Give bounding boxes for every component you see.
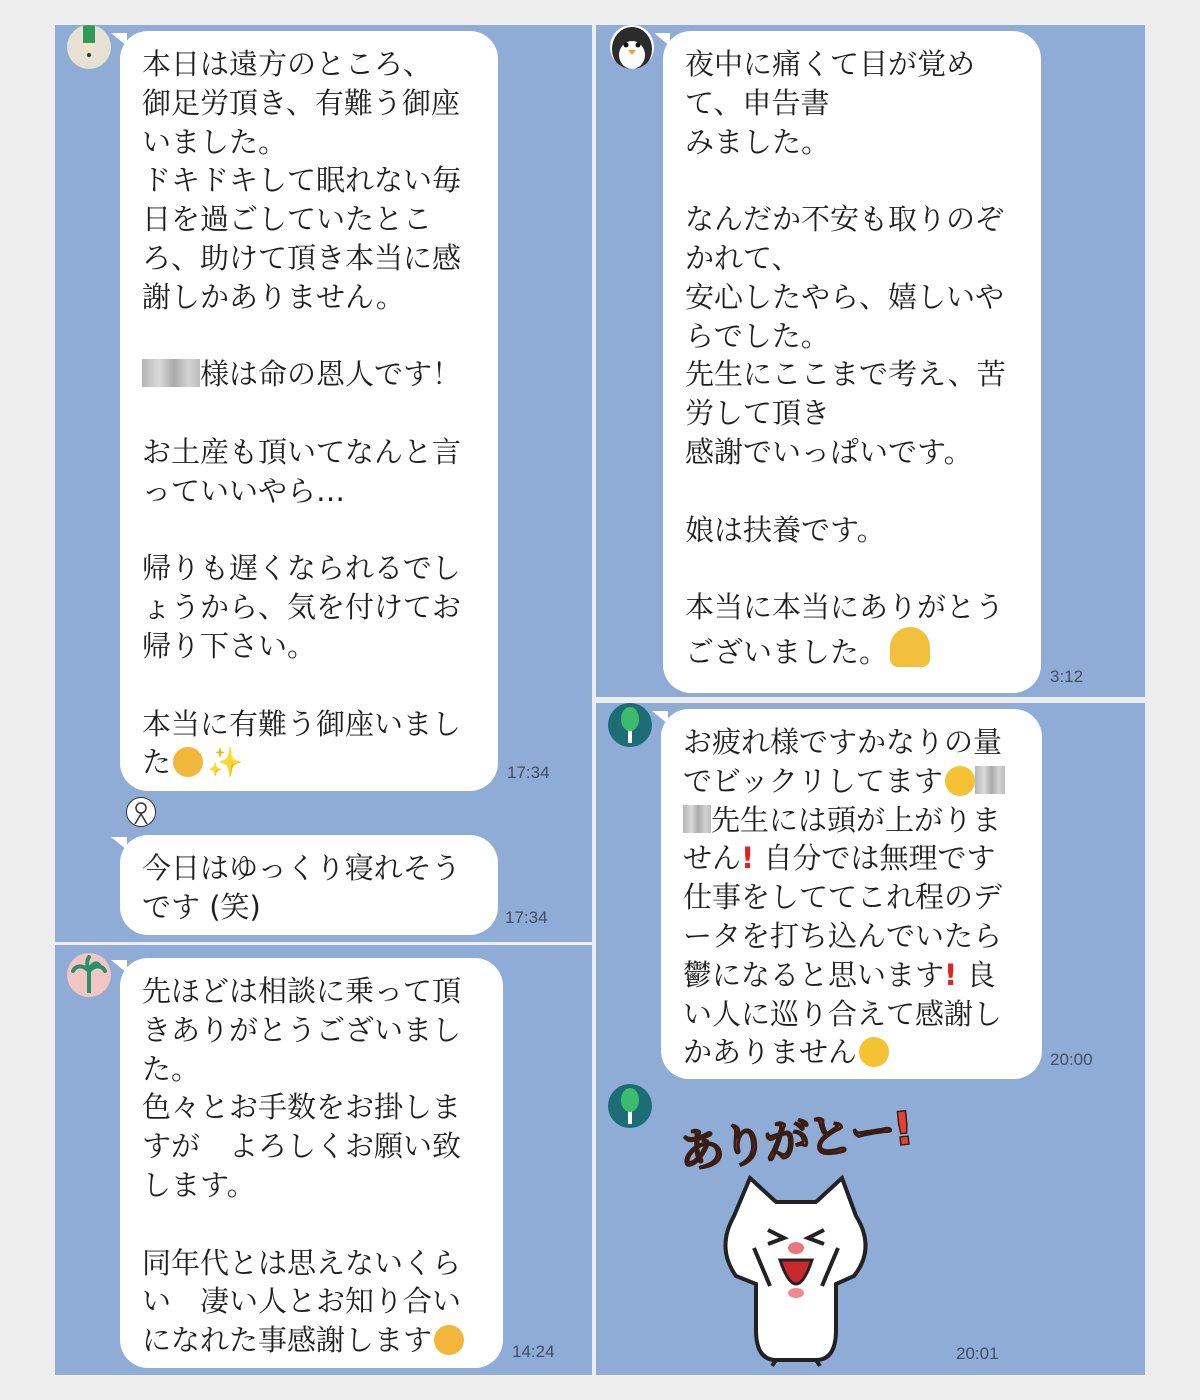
redacted-name	[142, 359, 200, 387]
message-text: 先生には頭が上がりま せん	[683, 802, 1002, 876]
message-bubble	[120, 835, 498, 935]
message-text: 良 い人に巡り合えて感謝し かありません	[683, 957, 1003, 1070]
chat-panel-2	[55, 945, 592, 1375]
bow-emoji-icon	[434, 1325, 464, 1355]
timestamp: 14:24	[512, 1342, 555, 1361]
doodle-avatar-icon[interactable]	[126, 797, 156, 827]
teary-emoji-icon	[859, 1037, 889, 1067]
message-text: お疲れ様ですかなりの量 でビックリしてます	[683, 725, 1003, 798]
message-text: 夜中に痛くて目が覚め て、申告書 みました。 なんだか不安も取りのぞ かれて、 安心したやら、嬉しいや らでした。 先生にここまで考え、苦 労して頂き 感謝でいっぱいです。 娘は扶養です。 本当に本当にありがとう ございました。	[685, 47, 1006, 669]
chat-panel-3	[596, 25, 1145, 697]
redacted-name	[975, 766, 1005, 794]
pencil-avatar-icon[interactable]	[67, 25, 111, 69]
message-bubble	[120, 958, 503, 1368]
timestamp: 20:01	[956, 1344, 999, 1363]
redacted-name	[683, 805, 711, 833]
chat-panel-4	[596, 703, 1145, 1375]
pray-emoji-icon	[890, 627, 930, 667]
message-text: 今日はゆっくり寝れそう です (笑)	[142, 851, 461, 924]
exclamation-emoji-icon: !	[944, 957, 958, 992]
tree-avatar-icon[interactable]	[608, 1084, 652, 1128]
sticker-text: ありがとー!	[676, 1100, 914, 1180]
message-text: 本日は遠方のところ、 御足労頂き、有難う御座 いました。 ドキドキして眠れない毎 日を過ごしていたとこ ろ、助けて頂き本当に感 謝しかありません。	[142, 47, 462, 314]
cat-sticker[interactable]	[676, 1098, 936, 1368]
timestamp: 17:34	[507, 763, 550, 782]
timestamp: 17:34	[505, 908, 548, 927]
message-bubble	[120, 31, 498, 791]
message-text: 様は命の恩人です！ お土産も頂いてなんと言 っていいやら… 帰りも遅くなられるでし ょうから、気を付けてお 帰り下さい。 本当に有難う御座いまし た	[142, 357, 462, 780]
message-bubble	[661, 709, 1042, 1079]
palm-tree-avatar-icon[interactable]	[67, 953, 111, 997]
bow-emoji-icon	[173, 747, 203, 777]
message-bubble	[663, 31, 1041, 693]
tree-avatar-icon[interactable]	[608, 703, 652, 747]
timestamp: 20:00	[1050, 1050, 1093, 1069]
penguin-avatar-icon[interactable]	[610, 25, 654, 69]
timestamp: 3:12	[1050, 667, 1084, 686]
message-text: 自分では無理です 仕事をしててこれ程のデ ータを打ち込んでいたら 鬱になると思います	[683, 841, 1003, 992]
message-text: 先ほどは相談に乗って頂 きありがとうございまし た。 色々とお手数をお掛しま すが よろしくお願い致 します。 同年代とは思えないくら い 凄い人とお知り合い になれた事感謝します	[142, 974, 462, 1358]
sparkles-emoji-icon: ✨	[207, 745, 244, 780]
cat-sticker-icon	[676, 1098, 936, 1368]
chat-panel-1	[55, 25, 592, 942]
shush-emoji-icon	[945, 766, 975, 796]
exclamation-emoji-icon: !	[741, 841, 755, 876]
